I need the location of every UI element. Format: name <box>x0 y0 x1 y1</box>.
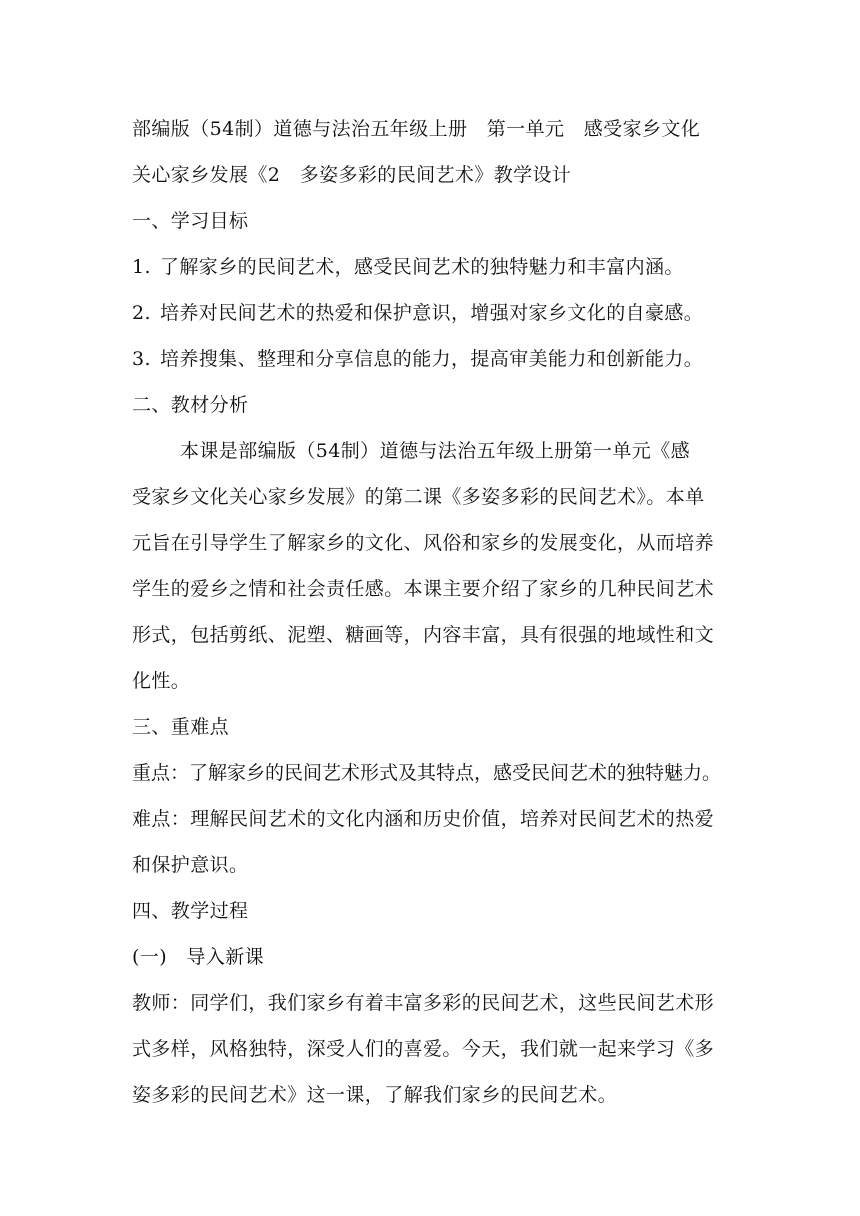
objective-number: 1. <box>132 256 151 278</box>
difficulty-text-line-2: 和保护意识。 <box>132 854 249 876</box>
objective-item <box>132 336 732 382</box>
objective-text: 培养搜集、整理和分享信息的能力，提高审美能力和创新能力。 <box>160 348 704 370</box>
objective-number: 3. <box>132 348 151 370</box>
section-heading-process: 四、教学过程 <box>132 900 249 922</box>
section-heading-key-points: 三、重难点 <box>132 716 230 738</box>
introduction-paragraph-line: 教师：同学们，我们家乡有着丰富多彩的民间艺术，这些民间艺术形 <box>132 992 715 1014</box>
analysis-paragraph-line: 化性。 <box>132 670 191 692</box>
document-page <box>132 106 732 1118</box>
difficulty-text-line-1: 难点：理解民间艺术的文化内涵和历史价值，培养对民间艺术的热爱 <box>132 808 715 830</box>
section-heading-objectives: 一、学习目标 <box>132 210 249 232</box>
introduction-paragraph-line: 姿多彩的民间艺术》这一课，了解我们家乡的民间艺术。 <box>132 1084 618 1106</box>
analysis-paragraph-line: 受家乡文化关心家乡发展》的第二课《多姿多彩的民间艺术》。本单 <box>132 486 705 508</box>
document-title-line-1: 部编版（54制）道德与法治五年级上册 第一单元 感受家乡文化 <box>132 118 701 140</box>
document-title-line-2: 关心家乡发展《2 多姿多彩的民间艺术》教学设计 <box>132 164 572 186</box>
section-heading-analysis: 二、教材分析 <box>132 394 249 416</box>
objective-text: 培养对民间艺术的热爱和保护意识，增强对家乡文化的自豪感。 <box>160 302 704 324</box>
objective-item <box>132 290 732 336</box>
analysis-paragraph-line: 学生的爱乡之情和社会责任感。本课主要介绍了家乡的几种民间艺术 <box>132 578 715 600</box>
analysis-paragraph-line: 元旨在引导学生了解家乡的文化、风俗和家乡的发展变化，从而培养 <box>132 532 715 554</box>
sub-heading-introduction: (一) 导入新课 <box>132 946 265 968</box>
analysis-paragraph-line: 形式，包括剪纸、泥塑、糖画等，内容丰富，具有很强的地域性和文 <box>132 624 715 646</box>
introduction-paragraph-line: 式多样，风格独特，深受人们的喜爱。今天，我们就一起来学习《多 <box>132 1038 715 1060</box>
objective-item <box>132 244 732 290</box>
key-point-text: 重点：了解家乡的民间艺术形式及其特点，感受民间艺术的独特魅力。 <box>132 762 722 784</box>
objective-text: 了解家乡的民间艺术，感受民间艺术的独特魅力和丰富内涵。 <box>160 256 684 278</box>
analysis-paragraph-line: 本课是部编版（54制）道德与法治五年级上册第一单元《感 <box>180 440 690 462</box>
objective-number: 2. <box>132 302 151 324</box>
